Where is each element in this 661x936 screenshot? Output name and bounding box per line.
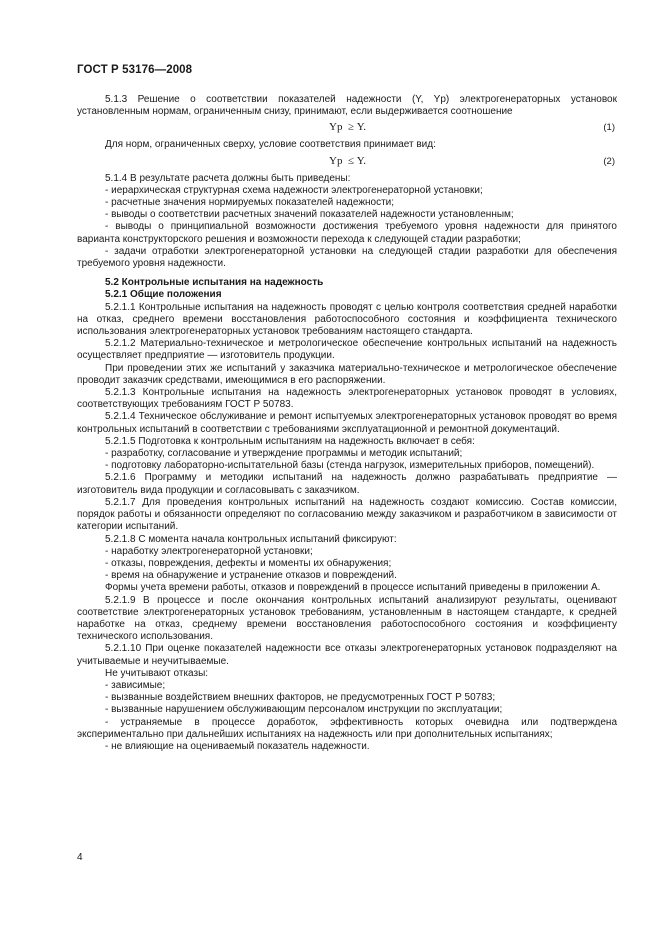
formula-number: (1) (603, 122, 615, 134)
paragraph: 5.2.1.5 Подготовка к контрольным испытаниям на надежность включает в себя: (105, 435, 475, 447)
paragraph: - задачи отработки электрогенераторной установки на следующей стадии разработки для обеспечения требуемого уровня надежности. (77, 245, 617, 270)
paragraph: - время на обнаружение и устранение отказов и повреждений. (105, 570, 397, 582)
paragraph: 5.2.1.9 В процессе и после окончания контрольных испытаний анализируют результаты, оценивают соответствие электрогенераторных установок требованиям, установленным в настоящем стандарте, к средней наработке на отказ, среднему времени восстановления работоспособного состояния и коэффициенту технического использования. (77, 594, 617, 643)
paragraph: При проведении этих же испытаний у заказчика материально-техническое и метрологическое обеспечение проводит заказчик средствами, имеющимися в его распоряжении. (77, 362, 617, 386)
paragraph: 5.2.1.8 С момента начала контрольных испытаний фиксируют: (105, 533, 397, 545)
formula-expression: Yр ≥ Y. (329, 121, 367, 134)
paragraph: 5.2.1.4 Техническое обслуживание и ремонт испытуемых электрогенераторных установок проводят во время контрольных испытаний в соответствии с требованиями эксплуатационной и ремонтной документаций. (77, 411, 617, 435)
paragraph: - устраняемые в процессе доработок, эффективность которых очевидна или подтверждена экспериментально при дальнейших испытаниях на надежность или при дополнительных испытаниях; (77, 716, 617, 740)
section-heading: 5.2.1 Общие положения (105, 289, 222, 301)
paragraph: Для норм, ограниченных сверху, условие соответствия принимает вид: (105, 139, 436, 151)
formula (77, 121, 617, 136)
paragraph: 5.1.3 Решение о соответствии показателей надежности (Y, Yр) электрогенераторных установок установленным нормам, ограниченным снизу, принимают, если выдерживается соотношение (77, 94, 617, 118)
paragraph: - не влияющие на оцениваемый показатель надежности. (105, 740, 370, 752)
spacer (77, 270, 617, 277)
paragraph: 5.2.1.6 Программу и методики испытаний на надежность должно разрабатывать предприятие — изготовитель вида продукции и согласовывать с заказчиком. (77, 472, 617, 496)
paragraph: - выводы о соответствии расчетных значений показателей надежности установленным; (105, 209, 514, 221)
paragraph: - зависимые; (105, 679, 166, 691)
paragraph: - наработку электрогенераторной установки; (105, 545, 313, 557)
paragraph: Формы учета времени работы, отказов и повреждений в процессе испытаний приведены в приложении А. (105, 582, 601, 594)
document-header: ГОСТ Р 53176—2008 (77, 64, 193, 76)
paragraph: - иерархическая структурная схема надежности электрогенераторной установки; (105, 184, 483, 196)
paragraph: - разработку, согласование и утверждение программы и методик испытаний; (105, 448, 463, 460)
paragraph: 5.2.1.1 Контрольные испытания на надежность проводят с целью контроля соответствия средней наработки на отказ, среднего времени восстановления работоспособного состояния и коэффициента технического использования электрогенераторных установок требованиям настоящего стандарта. (77, 301, 617, 338)
paragraph: - вызванные воздействием внешних факторов, не предусмотренных ГОСТ Р 50783; (105, 692, 496, 704)
paragraph: 5.2.1.10 При оценке показателей надежности все отказы электрогенераторных установок подразделяют на учитываемые и неучитываемые. (77, 643, 617, 667)
paragraph: - подготовку лабораторно-испытательной базы (стенда нагрузок, измерительных приборов, помещений). (105, 460, 595, 472)
paragraph: - вызванные нарушением обслуживающим персоналом инструкции по эксплуатации; (105, 704, 503, 716)
section-heading: 5.2 Контрольные испытания на надежность (105, 277, 324, 289)
paragraph: 5.2.1.2 Материально-техническое и метрологическое обеспечение контрольных испытаний на надежность осуществляет предприятие — изготовитель продукции. (77, 338, 617, 362)
formula-number: (2) (603, 155, 615, 167)
paragraph: Не учитывают отказы: (105, 667, 209, 679)
paragraph: - расчетные значения нормируемых показателей надежности; (105, 197, 395, 209)
paragraph: 5.2.1.3 Контрольные испытания на надежность электрогенераторных установок проводят в условиях, соответствующих требованиям ГОСТ Р 50783. (77, 387, 617, 411)
formula-expression: Yр ≤ Y. (329, 154, 367, 167)
paragraph: - отказы, повреждения, дефекты и моменты их обнаружения; (105, 557, 392, 569)
paragraph: 5.2.1.7 Для проведения контрольных испытаний на надежность создают комиссию. Состав комиссии, порядок работы и обязанности определяют по согласованию между заказчиком и разработчиком в зависимости от категории испытаний. (77, 496, 617, 533)
formula (77, 155, 617, 170)
paragraph: 5.1.4 В результате расчета должны быть приведены: (105, 172, 351, 184)
paragraph: - выводы о принципиальной возможности достижения требуемого уровня надежности для принятого варианта конструкторского решения и возможности перехода к следующей стадии разработки; (77, 221, 617, 245)
page-number: 4 (77, 852, 83, 863)
document-body (77, 94, 617, 753)
